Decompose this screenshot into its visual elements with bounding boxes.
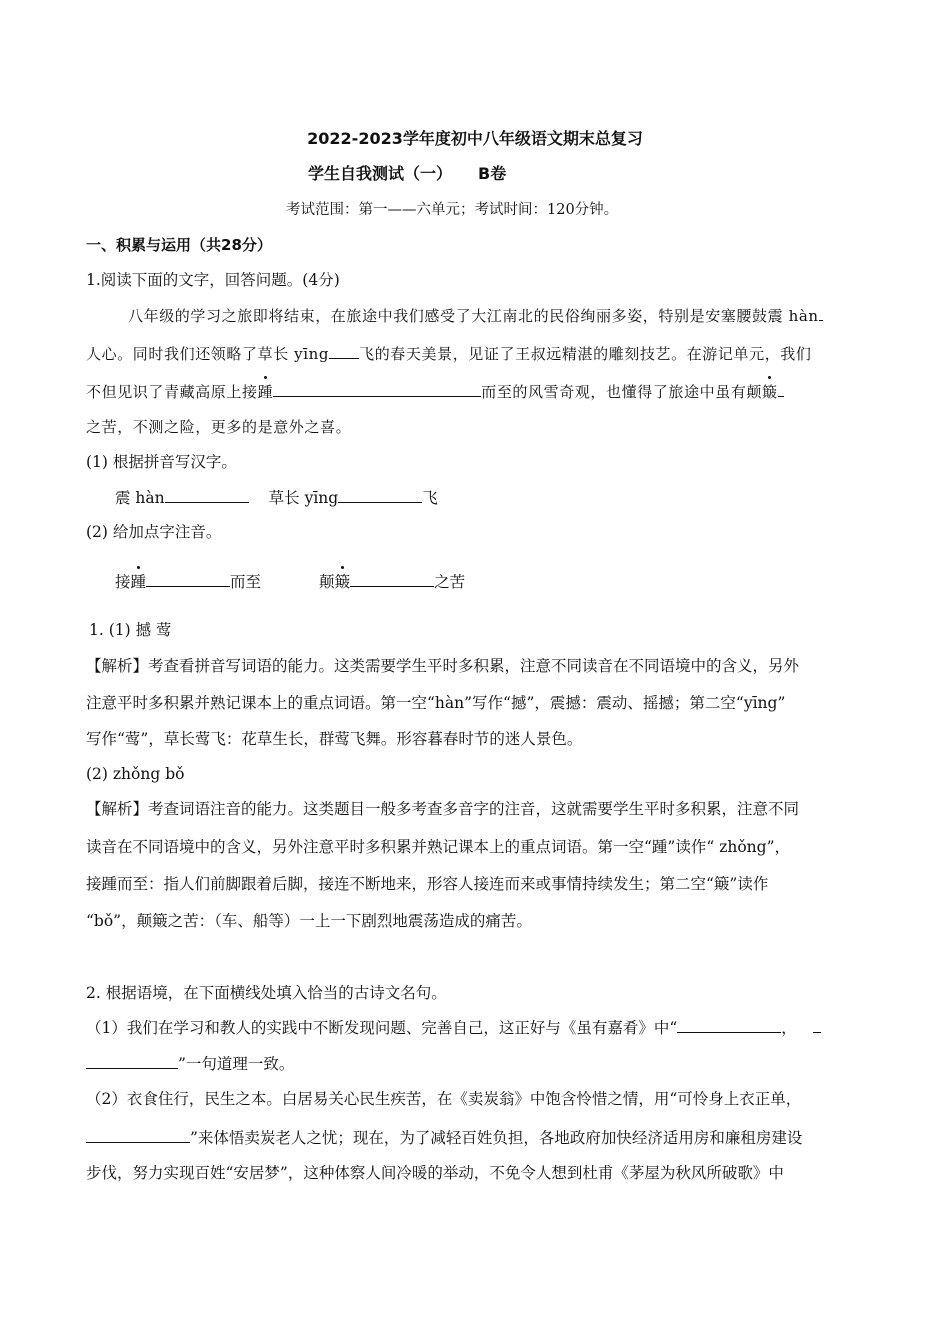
- analysis-line: 读音在不同语境中的含义，另外注意平时多积累并熟记课本上的重点词语。第一空“踵”读作“ zhǒng”，: [86, 838, 791, 856]
- passage-text: 八年级的学习之旅即将结束，在旅途中我们感受了大江南北的民俗绚丽多姿，特别是安塞腰鼓震 hàn: [128, 307, 819, 325]
- passage-line-4: 之苦，不测之险，更多的是意外之喜。: [86, 418, 352, 436]
- emphasis-dot-char: 踵: [257, 383, 274, 401]
- passage-line-1: [128, 305, 823, 326]
- passage-text: 人心。同时我们还领略了草长 yīng: [86, 345, 330, 363]
- answer-blank[interactable]: [86, 1127, 190, 1143]
- question-2-part-1: [86, 1017, 821, 1038]
- answer-blank[interactable]: [165, 487, 249, 503]
- passage-text: 不但见识了青藏高原上接: [86, 383, 258, 401]
- answer-blank[interactable]: [677, 1017, 781, 1033]
- page-subtitle: [308, 164, 506, 184]
- emphasis-dot-char: 踵: [130, 573, 147, 591]
- passage-line-2: [86, 343, 812, 364]
- answer-1-2: (2) zhǒng bǒ: [86, 765, 185, 783]
- item-text: 接: [115, 573, 131, 591]
- emphasis-dot-char: 簸: [334, 573, 351, 591]
- answer-blank[interactable]: [813, 1017, 821, 1033]
- item-text: 草长 yīng: [268, 489, 339, 507]
- item-text: 飞: [422, 489, 438, 507]
- section-heading: 一、积累与运用（共28分）: [86, 236, 272, 254]
- question-2-part-2-cont: [86, 1127, 802, 1148]
- sub-question-1-items: [115, 487, 438, 508]
- subtitle-left: 学生自我测试（一）: [308, 164, 453, 183]
- question-2-stem: 2. 根据语境，在下面横线处填入恰当的古诗文名句。: [86, 984, 447, 1002]
- item-text: 震 hàn: [115, 489, 165, 507]
- question-1-stem: 1.阅读下面的文字，回答问题。(4分): [86, 271, 340, 289]
- item-text: 而至: [230, 573, 262, 591]
- blank-line: [778, 381, 784, 397]
- exam-info: 考试范围：第一——六单元；考试时间：120分钟。: [286, 202, 619, 218]
- emphasis-dot-char: 簸: [762, 383, 778, 401]
- answer-blank[interactable]: [338, 487, 422, 503]
- analysis-line: 接踵而至：指人们前脚跟着后脚，接连不断地来，形容人接连而来或事情持续发生；第二空“簸”读作: [86, 875, 769, 893]
- passage-text: 飞的春天美景，见证了王叔远精湛的雕刻技艺。在游记单元，我们: [359, 345, 812, 363]
- question-text: ”一句道理一致。: [178, 1055, 295, 1073]
- subtitle-right: B卷: [478, 164, 507, 183]
- analysis-line: 【解析】考查词语注音的能力。这类题目一般多考查多音字的注音，这就需要学生平时多积累，注意不同: [86, 800, 800, 818]
- question-2-part-2: （2）衣食住行，民生之本。白居易关心民生疾苦，在《卖炭翁》中饱含怜惜之情，用“可怜身上衣正单，: [86, 1090, 802, 1108]
- sub-question-2-label: (2) 给加点字注音。: [86, 523, 222, 541]
- analysis-line: “bǒ”，颠簸之苦：（车、船等）一上一下剧烈地震荡造成的痛苦。: [86, 912, 532, 930]
- blank-line: [819, 305, 823, 321]
- page-title: 2022-2023学年度初中八年级语文期末总复习: [307, 129, 643, 148]
- answer-blank[interactable]: [350, 571, 434, 587]
- item-text: 颠: [319, 573, 335, 591]
- passage-text: 而至的风雪奇观，也懂得了旅途中虽有颠: [481, 383, 763, 401]
- sub-question-1-label: (1) 根据拼音写汉字。: [86, 453, 237, 471]
- question-2-part-2-cont: 步伐，努力实现百姓“安居梦”，这种体察人间冷暖的举动，不免令人想到杜甫《茅屋为秋风所破歌》中: [86, 1164, 784, 1182]
- sub-question-2-items: [115, 571, 465, 592]
- blank-line: [329, 343, 359, 359]
- analysis-line: 注意平时多积累并熟记课本上的重点词语。第一空“hàn”写作“撼”，震撼：震动、摇撼；第二空“yīng”: [86, 694, 786, 712]
- analysis-line: 写作“莺”，草长莺飞：花草生长，群莺飞舞。形容暮春时节的迷人景色。: [86, 730, 583, 748]
- blank-line: [273, 381, 481, 397]
- answer-blank[interactable]: [86, 1053, 178, 1069]
- answer-blank[interactable]: [146, 571, 230, 587]
- question-text: （1）我们在学习和教人的实践中不断发现问题、完善自己，这正好与《虽有嘉肴》中“: [86, 1019, 678, 1037]
- question-text: ，: [781, 1019, 797, 1037]
- passage-line-3: [86, 381, 784, 402]
- item-text: 之苦: [434, 573, 466, 591]
- answer-1-1: 1. (1) 撼 莺: [89, 621, 172, 639]
- question-text: ”来体悟卖炭老人之忧；现在，为了减轻百姓负担，各地政府加快经济适用房和廉租房建设: [190, 1129, 803, 1147]
- analysis-line: 【解析】考查看拼音写词语的能力。这类需要学生平时多积累，注意不同读音在不同语境中的含义，另外: [86, 657, 800, 675]
- question-2-part-1-cont: [86, 1053, 294, 1074]
